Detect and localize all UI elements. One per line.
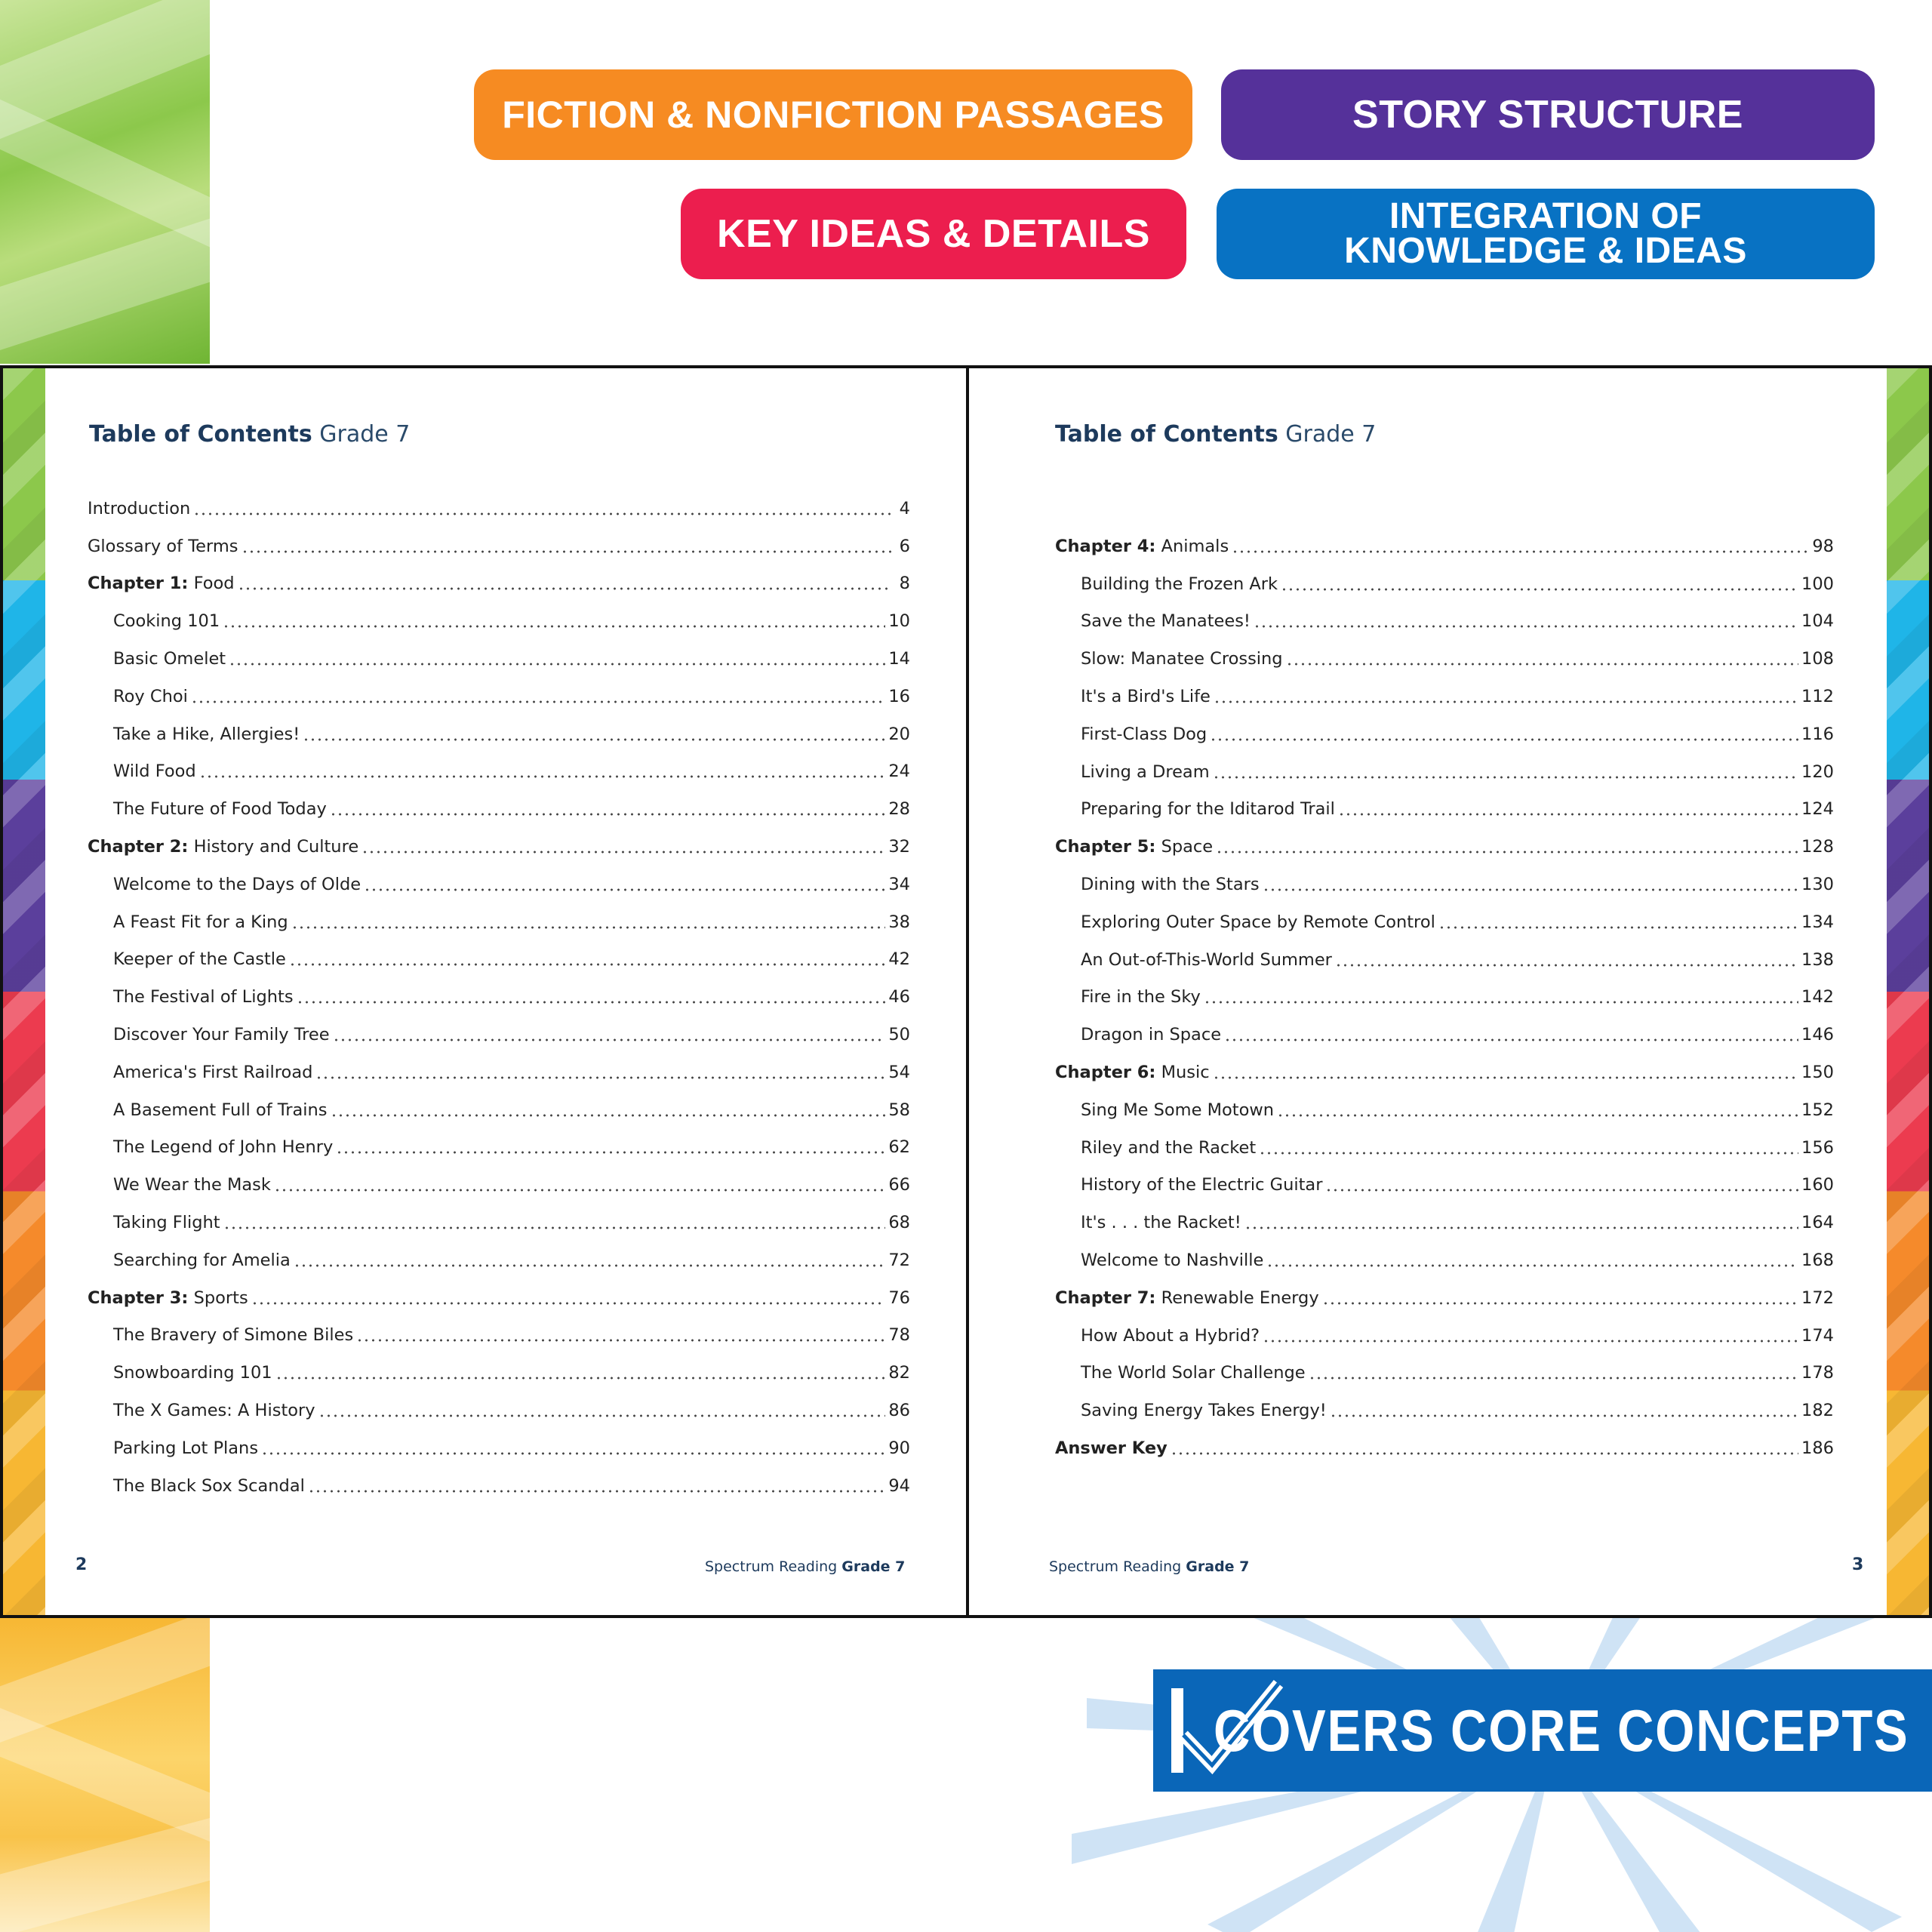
toc-chapter-number: Chapter 3: [88,1287,189,1308]
toc-page-number: 172 [1801,1287,1834,1308]
toc-chapter-row [1055,1429,1834,1467]
toc-entry-row [88,1016,910,1054]
toc-entry-label: Save the Manatees! [1081,611,1251,632]
toc-entry-label [88,1288,248,1308]
dot-leader [1325,1189,1798,1192]
toc-entry-row [88,640,910,678]
dot-leader [1438,926,1798,929]
toc-entry-row [88,753,910,791]
toc-entry-label: Keeper of the Castle [113,949,286,970]
dot-leader [1277,1114,1798,1117]
toc-chapter-number: Chapter 5: [1055,837,1156,857]
toc-entry-label: Cooking 101 [113,611,220,632]
toc-entry-label [1055,1063,1210,1082]
toc-page-number: 104 [1801,611,1834,632]
toc-chapter-number: Chapter 1: [88,574,189,594]
toc-entry-label: Introduction [88,498,191,518]
toc-entry-row [1055,1204,1834,1241]
toc-entry-label [88,574,235,593]
dot-leader [1224,1038,1798,1041]
dot-leader [1309,1377,1798,1380]
toc-chapter-number: Chapter 2: [88,837,189,857]
toc-entry-label [1055,837,1213,857]
toc-entry-label: America's First Railroad [113,1062,313,1082]
toc-chapter-title: Sports [193,1287,248,1308]
toc-entry-row [1055,1241,1834,1279]
toc-entry-row [88,528,910,565]
toc-page-number: 72 [888,1250,910,1270]
toc-chapter-row [88,565,910,603]
toc-entry-row [1055,1355,1834,1392]
toc-title [89,421,410,448]
dot-leader [229,663,885,666]
toc-entry-label: Exploring Outer Space by Remote Control [1081,912,1435,932]
toc-page-number: 116 [1801,724,1834,744]
toc-page-number: 100 [1801,574,1834,594]
toc-chapter-row [1055,1279,1834,1317]
toc-page-number: 14 [888,649,910,669]
dot-leader [331,1114,886,1117]
page-number: 2 [75,1555,88,1574]
toc-chapter-row [88,1279,910,1317]
toc-entry-label: A Feast Fit for a King [113,912,288,932]
toc-entry-row [88,1091,910,1129]
toc-entry-label: Building the Frozen Ark [1081,574,1278,594]
toc-page-number: 112 [1801,687,1834,707]
dot-leader [261,1452,885,1455]
toc-entry-label: Basic Omelet [113,649,226,669]
dot-leader [251,1302,886,1305]
toc-page-number: 108 [1801,649,1834,669]
toc-entry-row [1055,1016,1834,1054]
toc-entry-label: Searching for Amelia [113,1250,291,1270]
key-ideas-pill [681,189,1186,279]
toc-entry-row [88,790,910,828]
toc-entry-row [1055,715,1834,753]
toc-page-number: 174 [1801,1325,1834,1346]
toc-entry-row [88,1241,910,1279]
dot-leader [1338,813,1798,816]
toc-page-number: 150 [1801,1063,1834,1083]
toc-entry-label: Riley and the Racket [1081,1137,1257,1158]
pill-label-line2: KNOWLEDGE & IDEAS [1344,231,1747,271]
toc-page-number: 20 [888,724,910,744]
toc-title-grade: Grade 7 [1285,421,1377,448]
dot-leader [274,1189,885,1192]
dot-leader [356,1339,885,1342]
pill-label: STORY STRUCTURE [1352,93,1743,137]
toc-entry-label: Glossary of Terms [88,536,238,556]
toc-entry-label: Taking Flight [113,1213,220,1233]
toc-entry-row [88,1166,910,1204]
dot-leader [294,1264,886,1267]
toc-entry-label: The X Games: A History [113,1401,315,1421]
toc-chapter-title: Renewable Energy [1161,1287,1319,1308]
toc-page-number: 58 [888,1100,910,1120]
dot-leader [1244,1226,1798,1229]
toc-chapter-number: Chapter 7: [1055,1287,1156,1308]
dot-leader [238,587,892,590]
toc-entry-row [88,490,910,528]
story-structure-pill [1221,69,1875,160]
dot-leader [361,851,885,854]
toc-title-text: Table of Contents [89,421,312,448]
toc-chapter-row [1055,828,1834,866]
toc-entry-row [1055,979,1834,1017]
toc-entry-label: Take a Hike, Allergies! [113,724,300,744]
dot-leader [336,1151,885,1154]
checkbox-check-icon [1171,1688,1183,1773]
toc-page-number: 186 [1801,1438,1834,1459]
toc-entry-row [88,715,910,753]
toc-entry-row [1055,753,1834,791]
toc-page-number: 168 [1801,1251,1834,1271]
toc-entry-label: First-Class Dog [1081,724,1208,744]
dot-leader [1232,550,1809,553]
page-footer [705,1558,905,1575]
toc-page-number: 152 [1801,1100,1834,1120]
toc-entry-label: Slow: Manatee Crossing [1081,649,1283,669]
toc-entry-label: Saving Energy Takes Energy! [1081,1401,1327,1421]
toc-entry-row [1055,678,1834,715]
toc-page-number: 142 [1801,987,1834,1008]
dot-leader [1281,588,1798,591]
toc-entry-label [1055,1288,1319,1308]
toc-entry-row [1055,791,1834,829]
toc-page-number: 78 [888,1325,910,1346]
dot-leader [191,700,886,703]
toc-entry-row [88,1204,910,1241]
toc-entry-label: Dragon in Space [1081,1025,1222,1045]
toc-page-number: 128 [1801,837,1834,857]
toc-chapter-number: Answer Key [1055,1438,1168,1459]
toc-list [88,490,910,1505]
toc-entry-label: Parking Lot Plans [113,1438,259,1458]
left-page [45,368,966,1615]
dot-leader [1216,851,1798,854]
dot-leader [1266,1264,1798,1267]
toc-page-number: 90 [888,1438,910,1458]
footer-series: Spectrum Reading [705,1558,838,1575]
toc-chapter-row [1055,1054,1834,1091]
decorative-green-strip [0,0,210,364]
dot-leader [1213,776,1798,779]
toc-entry-row [88,1317,910,1355]
dot-leader [308,1490,885,1493]
toc-entry-row [1055,1392,1834,1429]
toc-entry-label [88,837,358,857]
toc-page-number: 86 [888,1401,910,1421]
dot-leader [223,625,885,628]
toc-entry-row [88,678,910,715]
right-page-color-edge [1887,368,1929,1615]
toc-entry-row [88,941,910,979]
dot-leader [1286,663,1798,666]
decorative-yellow-strip [0,1617,210,1932]
integration-pill [1217,189,1875,279]
toc-title-grade: Grade 7 [319,421,411,448]
toc-entry-row [1055,640,1834,678]
toc-page-number: 120 [1801,761,1834,782]
toc-page-number: 24 [888,761,910,782]
toc-entry-row [1055,866,1834,903]
toc-entry-label: The Bravery of Simone Biles [113,1325,354,1346]
toc-entry-label: Snowboarding 101 [113,1363,272,1383]
dot-leader [1204,1001,1798,1004]
toc-page-number: 146 [1801,1025,1834,1045]
dot-leader [1263,888,1798,891]
toc-entry-row [1055,1091,1834,1129]
toc-entry-row [1055,1317,1834,1355]
toc-page-number: 28 [888,799,910,820]
toc-entry-row [1055,941,1834,979]
dot-leader [315,1076,885,1079]
toc-entry-label: The Festival of Lights [113,987,294,1008]
dot-leader [1214,700,1798,703]
toc-page-number: 38 [888,912,910,932]
toc-entry-label: Welcome to Nashville [1081,1251,1264,1271]
toc-entry-row [88,978,910,1016]
toc-entry-row [88,1054,910,1091]
left-page-color-edge [3,368,45,1615]
toc-entry-label: An Out-of-This-World Summer [1081,949,1332,970]
toc-entry-label: Roy Choi [113,686,188,706]
toc-entry-label: Welcome to the Days of Olde [113,874,361,894]
toc-page-number: 82 [888,1363,910,1383]
dot-leader [1330,1414,1798,1417]
footer-grade: Grade 7 [1186,1558,1250,1575]
toc-entry-label: Preparing for the Iditarod Trail [1081,799,1335,820]
toc-entry-row [1055,1167,1834,1204]
toc-page-number: 124 [1801,799,1834,820]
toc-page-number: 134 [1801,912,1834,932]
toc-chapter-title: Space [1161,837,1214,857]
toc-entry-label: Wild Food [113,761,196,782]
toc-page-number: 34 [888,874,910,894]
toc-chapter-title: Animals [1161,536,1229,556]
pill-label: FICTION & NONFICTION PASSAGES [502,94,1164,136]
toc-page-number: 98 [1812,536,1834,556]
toc-page-number: 94 [888,1475,910,1496]
toc-chapter-row [88,828,910,866]
toc-page-number: 54 [888,1062,910,1082]
toc-chapter-title: Food [193,574,235,594]
dot-leader [1259,1152,1798,1155]
toc-page-number: 32 [888,837,910,857]
toc-chapter-row [1055,528,1834,565]
toc-entry-row [88,1129,910,1167]
dot-leader [330,813,886,816]
pill-label-line1: INTEGRATION OF [1389,196,1703,236]
toc-entry-label: A Basement Full of Trains [113,1100,328,1120]
toc-entry-row [1055,565,1834,603]
toc-page-number: 182 [1801,1401,1834,1421]
footer-grade: Grade 7 [841,1558,906,1575]
toc-page-number: 76 [888,1287,910,1308]
dot-leader [193,512,892,515]
dot-leader [291,926,886,929]
dot-leader [199,775,886,778]
toc-chapter-number: Chapter 4: [1055,536,1156,556]
dot-leader [303,738,885,741]
toc-title [1055,421,1376,448]
dot-leader [1171,1452,1798,1455]
toc-entry-label: We Wear the Mask [113,1175,271,1195]
toc-entry-row [88,1467,910,1505]
toc-entry-label: Dining with the Stars [1081,875,1260,895]
toc-entry-label: It's a Bird's Life [1081,687,1211,707]
dot-leader [1213,1076,1798,1079]
toc-title-text: Table of Contents [1055,421,1278,448]
toc-page-number: 138 [1801,949,1834,970]
toc-entry-row [1055,603,1834,641]
toc-entry-label: History of the Electric Guitar [1081,1175,1323,1195]
toc-page-number: 46 [888,987,910,1008]
dot-leader [1335,964,1798,967]
toc-entry-label: The Legend of John Henry [113,1137,334,1158]
dot-leader [1322,1302,1798,1305]
toc-entry-label: It's . . . the Racket! [1081,1213,1241,1233]
toc-entry-label [1055,1438,1168,1458]
dot-leader [364,888,885,891]
dot-leader [297,1001,886,1004]
dot-leader [318,1414,886,1417]
dot-leader [1263,1340,1798,1343]
toc-entry-row [88,1392,910,1429]
toc-page-number: 130 [1801,875,1834,895]
fiction-nonfiction-pill [474,69,1192,160]
right-page [969,368,1890,1615]
toc-chapter-title: Music [1161,1063,1210,1083]
toc-chapter-title: History and Culture [193,837,359,857]
toc-entry-row [88,903,910,941]
toc-page-number: 178 [1801,1363,1834,1383]
toc-page-number: 6 [899,536,910,556]
page-number: 3 [1852,1555,1864,1574]
toc-entry-label: Discover Your Family Tree [113,1025,330,1045]
toc-entry-label [1055,537,1229,556]
toc-entry-label: Living a Dream [1081,761,1210,782]
book-spread [0,365,1932,1618]
toc-entry-row [1055,903,1834,941]
dot-leader [275,1377,886,1380]
toc-page-number: 4 [899,498,910,518]
dot-leader [1210,738,1798,741]
toc-page-number: 10 [888,611,910,632]
page-footer [1049,1558,1249,1575]
dot-leader [242,550,892,553]
toc-page-number: 68 [888,1213,910,1233]
toc-entry-row [88,602,910,640]
toc-chapter-number: Chapter 6: [1055,1063,1156,1083]
toc-entry-row [88,1354,910,1392]
toc-page-number: 160 [1801,1175,1834,1195]
toc-entry-row [88,1429,910,1467]
toc-page-number: 42 [888,949,910,970]
pill-label: KEY IDEAS & DETAILS [717,212,1150,256]
toc-page-number: 164 [1801,1213,1834,1233]
dot-leader [289,963,885,966]
toc-page-number: 62 [888,1137,910,1158]
footer-series: Spectrum Reading [1049,1558,1182,1575]
toc-page-number: 16 [888,686,910,706]
toc-page-number: 66 [888,1175,910,1195]
toc-page-number: 8 [899,574,910,594]
toc-entry-row [1055,1129,1834,1167]
toc-entry-label: How About a Hybrid? [1081,1325,1260,1346]
toc-entry-label: Sing Me Some Motown [1081,1100,1275,1120]
dot-leader [1254,625,1798,628]
toc-entry-label: Fire in the Sky [1081,987,1201,1008]
dot-leader [333,1038,886,1041]
toc-entry-row [88,866,910,903]
toc-list [1055,528,1834,1467]
covers-core-concepts-banner [1153,1669,1932,1792]
toc-page-number: 50 [888,1025,910,1045]
banner-text: COVERS CORE CONCEPTS [1214,1697,1909,1764]
toc-entry-label: The World Solar Challenge [1081,1363,1306,1383]
dot-leader [223,1226,886,1229]
toc-page-number: 156 [1801,1137,1834,1158]
toc-entry-label: The Future of Food Today [113,799,327,820]
toc-entry-label: The Black Sox Scandal [113,1475,305,1496]
